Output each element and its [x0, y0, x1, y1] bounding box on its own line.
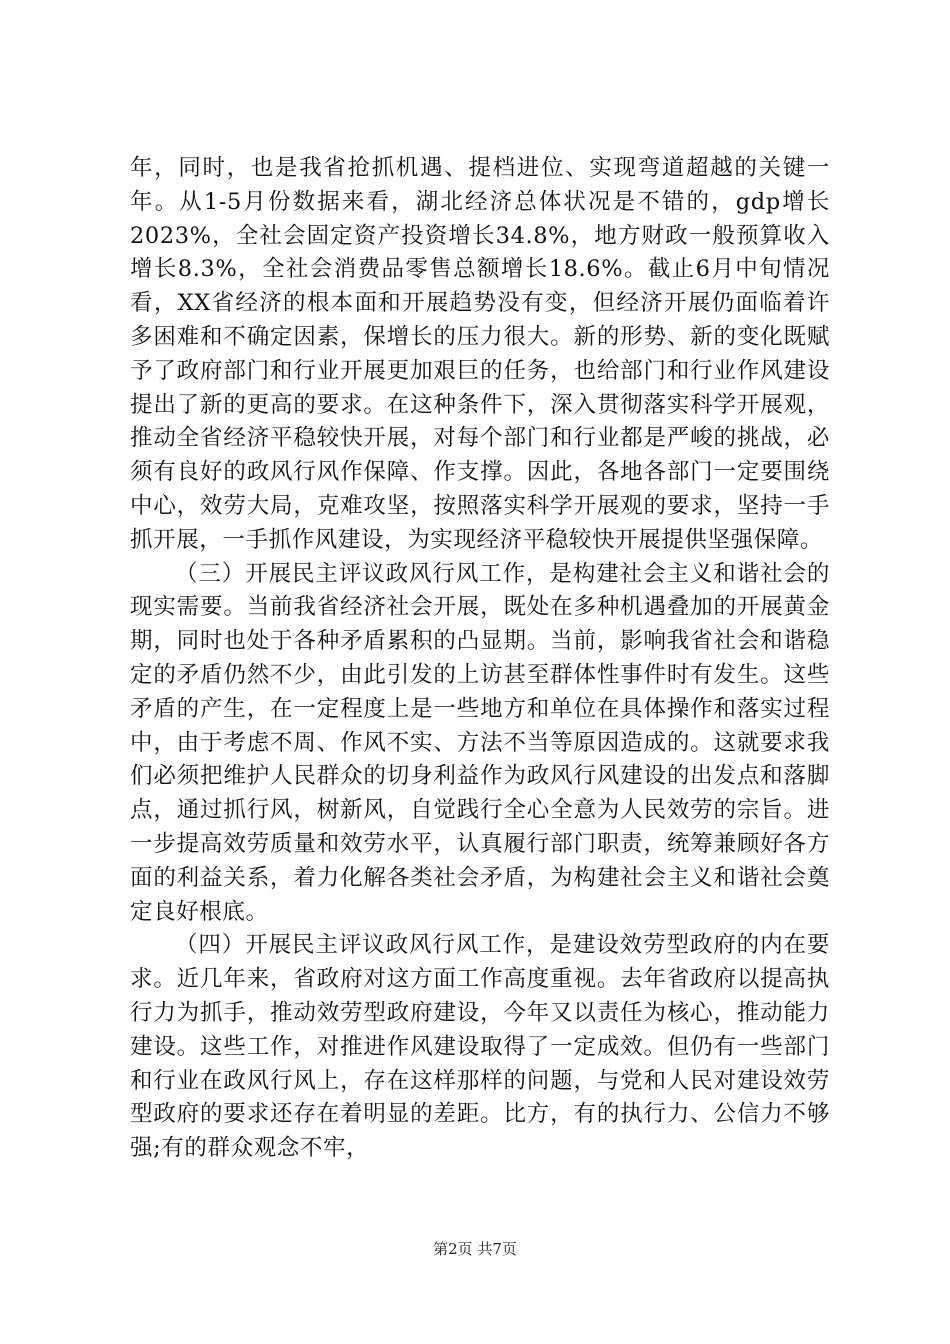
paragraph-section-three: （三）开展民主评议政风行风工作，是构建社会主义和谐社会的现实需要。当前我省经济社会开展，既处在多种机遇叠加的开展黄金期，同时也处于各种矛盾累积的凸显期。当前，影响我省社会和谐稳定的矛盾仍然不少，由此引发的上访甚至群体性事件时有发生。这些矛盾的产生，在一定程度上是一些地方和单位在具体操作和落实过程中，由于考虑不周、作风不实、方法不当等原因造成的。这就要求我们必须把维护人民群众的切身利益作为政风行风建设的出发点和落脚点，通过抓行风，树新风，自觉践行全心全意为人民效劳的宗旨。进一步提高效劳质量和效劳水平，认真履行部门职责，统筹兼顾好各方面的利益关系，着力化解各类社会矛盾，为构建社会主义和谐社会奠定良好根底。: [130, 560, 830, 925]
paragraph-section-four: （四）开展民主评议政风行风工作，是建设效劳型政府的内在要求。近几年来，省政府对这方面工作高度重视。去年省政府以提高执行力为抓手，推动效劳型政府建设，今年又以责任为核心，推动能力建设。这些工作，对推进作风建设取得了一定成效。但仍有一些部门和行业在政风行风上，存在这样那样的问题，与党和人民对建设效劳型政府的要求还存在着明显的差距。比方，有的执行力、公信力不够强;有的群众观念不牢，: [130, 932, 830, 1162]
paragraph-continuation: 年，同时，也是我省抢抓机遇、提档进位、实现弯道超越的关键一年。从1-5月份数据来看，湖北经济总体状况是不错的，gdp增长2023%，全社会固定资产投资增长34.8%，地方财政一般预算收入增长8.3%，全社会消费品零售总额增长18.6%。截止6月中旬情况看，XX省经济的根本面和开展趋势没有变，但经济开展仍面临着许多困难和不确定因素，保增长的压力很大。新的形势、新的变化既赋予了政府部门和行业开展更加艰巨的任务，也给部门和行业作风建设提出了新的更高的要求。在这种条件下，深入贯彻落实科学开展观，推动全省经济平稳较快开展，对每个部门和行业都是严峻的挑战，必须有良好的政风行风作保障、作支撑。因此，各地各部门一定要围绕中心，效劳大局，克难攻坚，按照落实科学开展观的要求，坚持一手抓开展，一手抓作风建设，为实现经济平稳较快开展提供坚强保障。: [130, 155, 830, 553]
page-number-footer: 第2页 共7页: [433, 1240, 517, 1258]
document-body: [130, 152, 830, 1166]
